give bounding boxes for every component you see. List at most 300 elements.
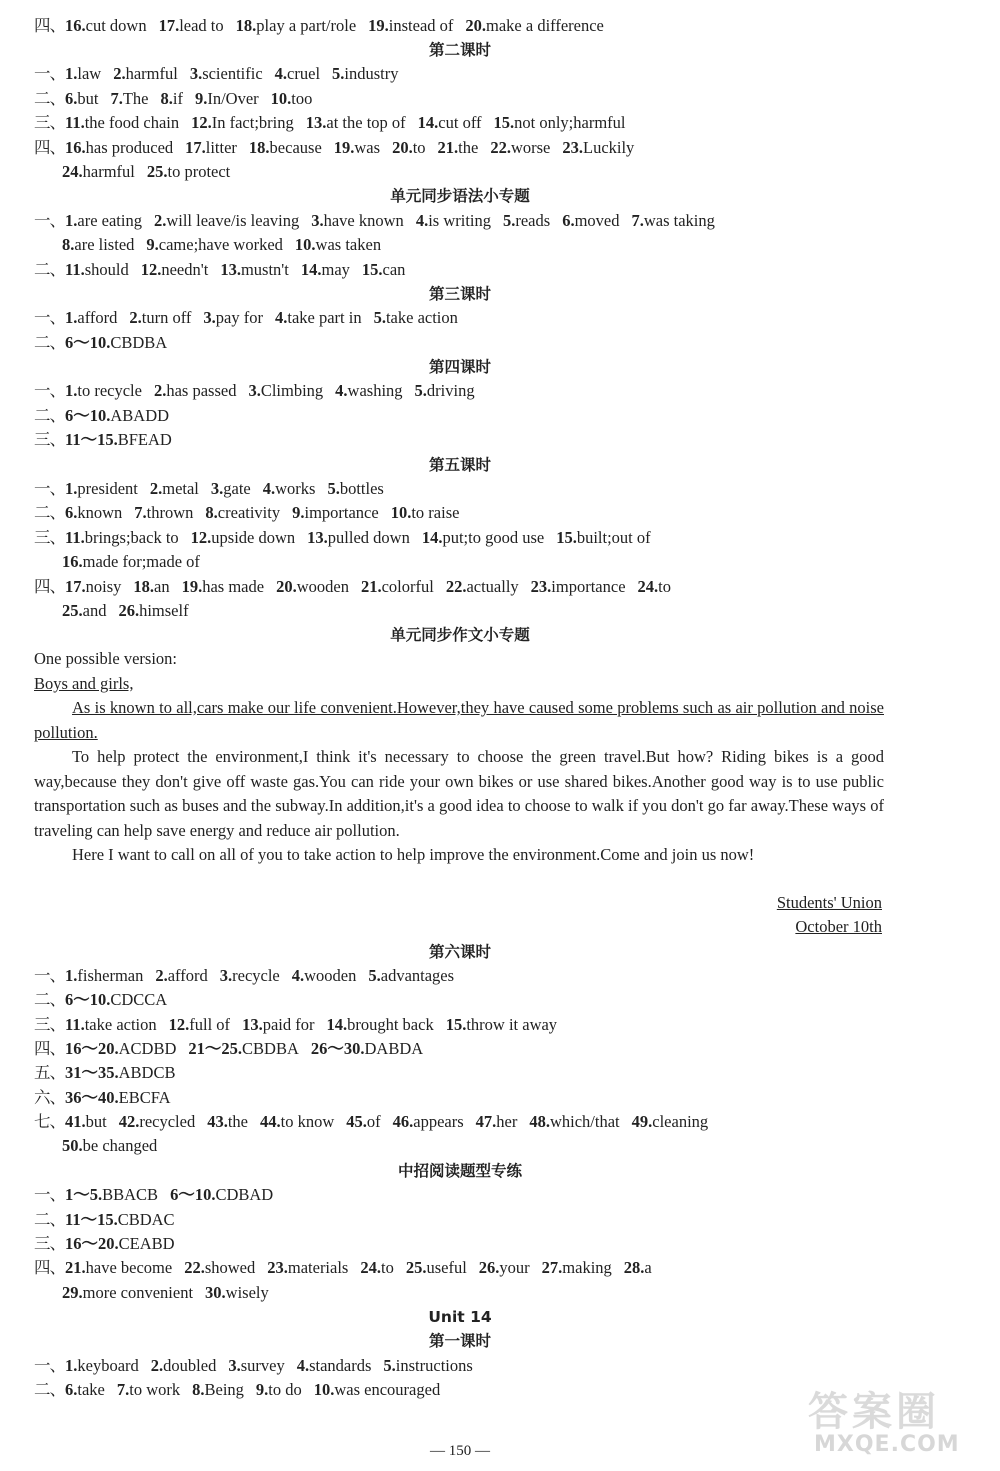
question-section-marker: 一、: [34, 1356, 65, 1375]
answer-number: 16～20.: [65, 1234, 119, 1253]
answer-text: pay for: [215, 308, 263, 327]
answer-item: [110, 89, 148, 108]
answer-text: scientific: [202, 64, 263, 83]
answer-item: [113, 64, 178, 83]
answer-item: [542, 1258, 612, 1277]
answer-number: 14.: [421, 528, 443, 547]
answer-number: 8.: [192, 1380, 205, 1399]
watermark-logo: [790, 1380, 990, 1465]
answer-text: CBDBA: [110, 333, 168, 352]
answer-number: 6.: [65, 503, 78, 522]
answer-text: but: [85, 1112, 107, 1131]
question-section-marker: 四、: [34, 138, 65, 157]
answer-line: [62, 1281, 890, 1305]
answer-number: 1.: [65, 64, 78, 83]
answer-number: 3.: [248, 381, 261, 400]
answer-number: 11～15.: [65, 430, 118, 449]
answer-line: [34, 526, 890, 550]
answer-text: take part in: [287, 308, 362, 327]
answer-text: known: [77, 503, 123, 522]
answer-item: [326, 1015, 433, 1034]
answer-text: harmful: [82, 162, 135, 181]
answer-item: [65, 381, 142, 400]
answer-number: 44.: [260, 1112, 281, 1131]
answer-text: made for;made of: [82, 552, 200, 571]
essay-paragraph-1: As is known to all,cars make our life convenient.However,they have caused some problems such as air pollution and noise pollution.: [34, 698, 884, 742]
answer-line: [62, 550, 890, 574]
answer-line: [34, 1256, 890, 1280]
answer-item: [260, 1112, 334, 1131]
answer-number: 29.: [62, 1283, 83, 1302]
answer-line: [34, 331, 890, 355]
answer-number: 1.: [65, 211, 78, 230]
answer-number: 1.: [65, 1356, 78, 1375]
answer-text: because: [269, 138, 322, 157]
answer-item: [62, 552, 200, 571]
answer-text: needn't: [161, 260, 209, 279]
answer-number: 18.: [133, 577, 155, 596]
answer-text: your: [499, 1258, 530, 1277]
answer-text: to work: [129, 1380, 181, 1399]
answer-text: Luckily: [582, 138, 635, 157]
question-section-marker: 六、: [34, 1088, 65, 1107]
question-section-marker: 三、: [34, 113, 65, 132]
section-heading: 第五课时: [428, 456, 491, 474]
answer-text: is writing: [428, 211, 491, 230]
answer-line: [34, 379, 890, 403]
answer-number: 17.: [158, 16, 180, 35]
answer-text: turn off: [141, 308, 192, 327]
answer-text: has produced: [85, 138, 174, 157]
answer-text: importance: [551, 577, 626, 596]
answer-text: materials: [287, 1258, 349, 1277]
answer-number: 6～10.: [65, 406, 111, 425]
answer-number: 2.: [113, 64, 126, 83]
answer-number: 22.: [184, 1258, 205, 1277]
answer-line: [34, 404, 890, 428]
answer-text: paid for: [262, 1015, 315, 1034]
answer-item: [65, 1063, 175, 1082]
answer-text: are listed: [74, 235, 135, 254]
answer-item: [154, 381, 236, 400]
answer-item: [65, 1258, 172, 1277]
answer-item: [415, 381, 475, 400]
answer-text: at the top of: [326, 113, 406, 132]
answer-line: [34, 1183, 890, 1207]
answer-item: [346, 1112, 380, 1131]
answer-text: an: [154, 577, 170, 596]
answer-number: 16～20.: [65, 1039, 119, 1058]
answer-text: to know: [280, 1112, 335, 1131]
answer-line: [34, 1013, 890, 1037]
answer-item: [256, 1380, 302, 1399]
question-section-marker: 二、: [34, 1380, 65, 1399]
answer-item: [531, 577, 626, 596]
answer-item: [631, 211, 714, 230]
answer-item: [65, 577, 121, 596]
answer-text: EBCFA: [118, 1088, 171, 1107]
answer-item: [65, 211, 142, 230]
essay-greeting: Boys and girls,: [34, 674, 134, 693]
answer-item: [129, 308, 191, 327]
answer-text: pulled down: [327, 528, 410, 547]
answer-text: colorful: [381, 577, 434, 596]
answer-text: if: [172, 89, 183, 108]
answer-text: metal: [162, 479, 199, 498]
answer-number: 1.: [65, 966, 78, 985]
answer-item: [62, 1283, 193, 1302]
answer-number: 9.: [255, 1380, 269, 1399]
answer-text: Being: [204, 1380, 244, 1399]
question-section-marker: 一、: [34, 966, 65, 985]
answer-item: [119, 1112, 196, 1131]
essay-date: October 10th: [795, 917, 882, 936]
answer-item: [65, 113, 179, 132]
answer-line: [34, 1061, 890, 1085]
answer-number: 24.: [637, 577, 659, 596]
answer-number: 13.: [307, 528, 328, 547]
answer-text: BFEAD: [117, 430, 172, 449]
answer-number: 22.: [445, 577, 467, 596]
answer-text: may: [321, 260, 350, 279]
answer-item: [297, 1356, 372, 1375]
answer-text: the food chain: [84, 113, 180, 132]
answer-item: [632, 1112, 709, 1131]
question-section-marker: 三、: [34, 430, 65, 449]
answer-number: 5.: [383, 1356, 396, 1375]
answer-line: [34, 1232, 890, 1256]
answer-text: appears: [413, 1112, 464, 1131]
answer-item: [141, 260, 209, 279]
answer-number: 15.: [493, 113, 515, 132]
answer-number: 6.: [562, 211, 575, 230]
answer-text: will leave/is leaving: [166, 211, 300, 230]
answer-text: upside down: [211, 528, 296, 547]
answer-text: can: [382, 260, 406, 279]
answer-number: 5.: [502, 211, 516, 230]
answer-line: [34, 209, 890, 233]
answer-text: The: [122, 89, 149, 108]
answer-item: [360, 1258, 393, 1277]
answer-item: [529, 1112, 619, 1131]
answer-number: 46.: [392, 1112, 414, 1131]
answer-text: wooden: [304, 966, 357, 985]
answer-item: [368, 16, 453, 35]
answer-item: [170, 1185, 273, 1204]
answer-number: 2.: [153, 381, 167, 400]
answer-item: [335, 381, 402, 400]
answer-number: 12.: [168, 1015, 190, 1034]
answer-number: 20.: [276, 577, 297, 596]
answer-number: 6～10.: [65, 333, 111, 352]
answer-item: [169, 1015, 230, 1034]
answer-number: 21.: [360, 577, 382, 596]
answer-number: 26.: [118, 601, 140, 620]
answer-number: 12.: [140, 260, 162, 279]
answer-item: [275, 64, 320, 83]
answer-line: [62, 233, 890, 257]
answer-item: [195, 89, 259, 108]
section-heading: 第三课时: [428, 285, 491, 303]
answer-number: 17.: [65, 577, 86, 596]
answer-number: 3.: [210, 479, 224, 498]
answer-text: to protect: [167, 162, 231, 181]
answer-line: [34, 111, 890, 135]
answer-number: 4.: [274, 64, 288, 83]
answer-text: wisely: [225, 1283, 269, 1302]
answer-item: [311, 1039, 423, 1058]
answer-item: [242, 1015, 314, 1034]
answer-item: [65, 308, 117, 327]
answer-item: [65, 990, 167, 1009]
answer-text: president: [77, 479, 138, 498]
answer-item: [465, 16, 604, 35]
answer-number: 20.: [392, 138, 413, 157]
answer-item: [65, 1088, 171, 1107]
answer-text: too: [291, 89, 313, 108]
answer-item: [292, 503, 379, 522]
answer-item: [271, 89, 313, 108]
answer-number: 27.: [541, 1258, 563, 1277]
answer-item: [65, 1210, 175, 1229]
section-heading: 单元同步语法小专题: [390, 187, 530, 205]
answer-number: 15.: [445, 1015, 467, 1034]
answer-item: [311, 211, 404, 230]
essay-paragraph-2: To help protect the environment,I think it's necessary to choose the green travel.But how? Riding bikes is a good way,because they don't give off waste gas.You can ride your own bikes or use shared bikes.Another good way is to use public transportation such as buses and the subway.In addition,it's a good idea to choose to walk if you don't go far away.These ways of traveling can help save energy and reduce air pollution.: [34, 747, 884, 840]
answer-text: himself: [139, 601, 189, 620]
answer-item: [263, 479, 316, 498]
answer-text: industry: [344, 64, 399, 83]
answer-text: to: [658, 577, 671, 596]
answer-item: [133, 577, 169, 596]
answer-number: 19.: [333, 138, 355, 157]
answer-number: 11.: [65, 260, 85, 279]
answer-line: [34, 306, 890, 330]
answer-number: 6.: [65, 1380, 78, 1399]
answer-text: was taken: [315, 235, 382, 254]
answer-text: works: [275, 479, 316, 498]
answer-text: thrown: [146, 503, 194, 522]
answer-number: 14.: [417, 113, 439, 132]
answer-number: 11.: [65, 113, 85, 132]
answer-item: [150, 479, 199, 498]
answer-text: showed: [204, 1258, 256, 1277]
answer-item: [207, 1112, 248, 1131]
answer-text: built;out of: [576, 528, 651, 547]
answer-text: standards: [309, 1356, 372, 1375]
answer-number: 13.: [242, 1015, 263, 1034]
answer-item: [151, 1356, 217, 1375]
answer-item: [65, 1015, 157, 1034]
answer-number: 1.: [65, 381, 78, 400]
answer-item: [503, 211, 550, 230]
answer-text: throw it away: [466, 1015, 558, 1034]
question-section-marker: 一、: [34, 308, 65, 327]
answer-text: fisherman: [77, 966, 144, 985]
section-heading: 第六课时: [428, 943, 491, 961]
answer-item: [228, 1356, 284, 1375]
answer-item: [276, 577, 349, 596]
answer-text: was encouraged: [334, 1380, 441, 1399]
answer-line: [62, 1134, 890, 1158]
answer-item: [65, 430, 172, 449]
answer-item: [490, 138, 550, 157]
answer-number: 4.: [262, 479, 276, 498]
answer-number: 4.: [291, 966, 305, 985]
answer-text: put;to good use: [442, 528, 545, 547]
answer-number: 16.: [65, 16, 86, 35]
answer-item: [65, 260, 129, 279]
answer-text: to recycle: [77, 381, 142, 400]
answer-text: brings;back to: [84, 528, 179, 547]
question-section-marker: 一、: [34, 1185, 65, 1204]
answer-text: afford: [167, 966, 208, 985]
answer-number: 21～25.: [188, 1039, 243, 1058]
answer-text: to do: [268, 1380, 302, 1399]
answer-number: 8.: [160, 89, 173, 108]
question-section-marker: 七、: [34, 1112, 65, 1131]
essay-signature: Students' Union: [776, 893, 882, 912]
answer-text: law: [77, 64, 102, 83]
answer-item: [134, 503, 193, 522]
answer-item: [159, 16, 224, 35]
answer-text: ABDCB: [118, 1063, 176, 1082]
answer-item: [392, 138, 425, 157]
answer-item: [479, 1258, 530, 1277]
answer-item: [236, 16, 357, 35]
answer-item: [62, 1136, 157, 1155]
answer-number: 14.: [300, 260, 322, 279]
answer-number: 4.: [296, 1356, 310, 1375]
answer-item: [65, 16, 147, 35]
question-section-marker: 二、: [34, 1210, 65, 1229]
answer-item: [624, 1258, 652, 1277]
answer-item: [191, 113, 294, 132]
answer-number: 10.: [390, 503, 412, 522]
answer-item: [65, 966, 143, 985]
answer-text: washing: [347, 381, 403, 400]
answer-item: [118, 601, 188, 620]
answer-text: brought back: [347, 1015, 434, 1034]
answer-item: [307, 528, 410, 547]
answer-number: 18.: [235, 16, 257, 35]
answer-item: [65, 406, 169, 425]
question-section-marker: 二、: [34, 406, 65, 425]
question-section-marker: 二、: [34, 333, 65, 352]
answer-number: 48.: [529, 1112, 550, 1131]
answer-text: importance: [304, 503, 379, 522]
answer-text: should: [84, 260, 129, 279]
answer-text: came;have worked: [158, 235, 283, 254]
answer-number: 9.: [194, 89, 208, 108]
answer-item: [267, 1258, 348, 1277]
answer-number: 25.: [146, 162, 168, 181]
answer-text: CEABD: [118, 1234, 175, 1253]
answer-number: 6～10.: [170, 1185, 216, 1204]
answer-line: [34, 988, 890, 1012]
answer-text: moved: [574, 211, 620, 230]
answer-number: 23.: [562, 138, 583, 157]
answer-line: [34, 428, 890, 452]
answer-text: survey: [240, 1356, 285, 1375]
answer-number: 12.: [190, 528, 212, 547]
question-section-marker: 二、: [34, 503, 65, 522]
answer-number: 43.: [207, 1112, 228, 1131]
answer-number: 6.: [65, 89, 78, 108]
answer-item: [374, 308, 458, 327]
answer-item: [327, 479, 383, 498]
answer-text: Climbing: [260, 381, 324, 400]
answer-number: 28.: [623, 1258, 645, 1277]
watermark-url: MXQE.COM: [814, 1432, 960, 1457]
answer-number: 30.: [205, 1283, 226, 1302]
answer-text: recycled: [139, 1112, 196, 1131]
answer-text: take action: [385, 308, 458, 327]
answer-number: 15.: [556, 528, 577, 547]
answer-item: [422, 528, 544, 547]
answer-item: [161, 89, 183, 108]
section-heading: Unit 14: [428, 1308, 492, 1326]
answer-text: cut off: [438, 113, 482, 132]
question-section-marker: 二、: [34, 89, 65, 108]
answer-number: 15.: [361, 260, 383, 279]
answer-number: 23.: [267, 1258, 288, 1277]
answer-item: [155, 966, 207, 985]
answer-item: [62, 235, 134, 254]
answer-text: was: [354, 138, 381, 157]
answer-item: [306, 113, 406, 132]
answer-line: [34, 501, 890, 525]
answer-number: 7.: [110, 89, 123, 108]
answer-item: [154, 211, 299, 230]
answer-number: 9.: [146, 235, 159, 254]
answer-text: mustn't: [240, 260, 289, 279]
answer-item: [562, 138, 634, 157]
answer-text: instructions: [395, 1356, 473, 1375]
answer-text: make a difference: [486, 16, 604, 35]
answer-text: to: [412, 138, 426, 157]
section-heading: 第一课时: [428, 1332, 491, 1350]
answer-item: [292, 966, 357, 985]
answer-text: CDCCA: [110, 990, 168, 1009]
answer-number: 22.: [490, 138, 511, 157]
answer-item: [65, 1185, 158, 1204]
answer-number: 6～10.: [65, 990, 111, 1009]
answer-item: [638, 577, 671, 596]
answer-line: [34, 1378, 890, 1402]
answer-text: play a part/role: [256, 16, 357, 35]
answer-number: 8.: [62, 235, 75, 254]
answer-item: [182, 577, 264, 596]
answer-number: 3.: [203, 308, 216, 327]
answer-number: 8.: [205, 503, 218, 522]
answer-item: [332, 64, 398, 83]
answer-text: the: [227, 1112, 249, 1131]
answer-line: [34, 258, 890, 282]
answer-number: 50.: [62, 1136, 83, 1155]
answer-text: reads: [515, 211, 551, 230]
answer-item: [65, 1039, 176, 1058]
answer-line: [34, 964, 890, 988]
answer-text: creativity: [217, 503, 281, 522]
answer-number: 10.: [270, 89, 292, 108]
answer-text: cleaning: [652, 1112, 709, 1131]
answer-item: [248, 381, 323, 400]
answer-text: BBACB: [102, 1185, 159, 1204]
answer-number: 3.: [219, 966, 233, 985]
answer-number: 5.: [368, 966, 381, 985]
answer-number: 1.: [65, 479, 78, 498]
